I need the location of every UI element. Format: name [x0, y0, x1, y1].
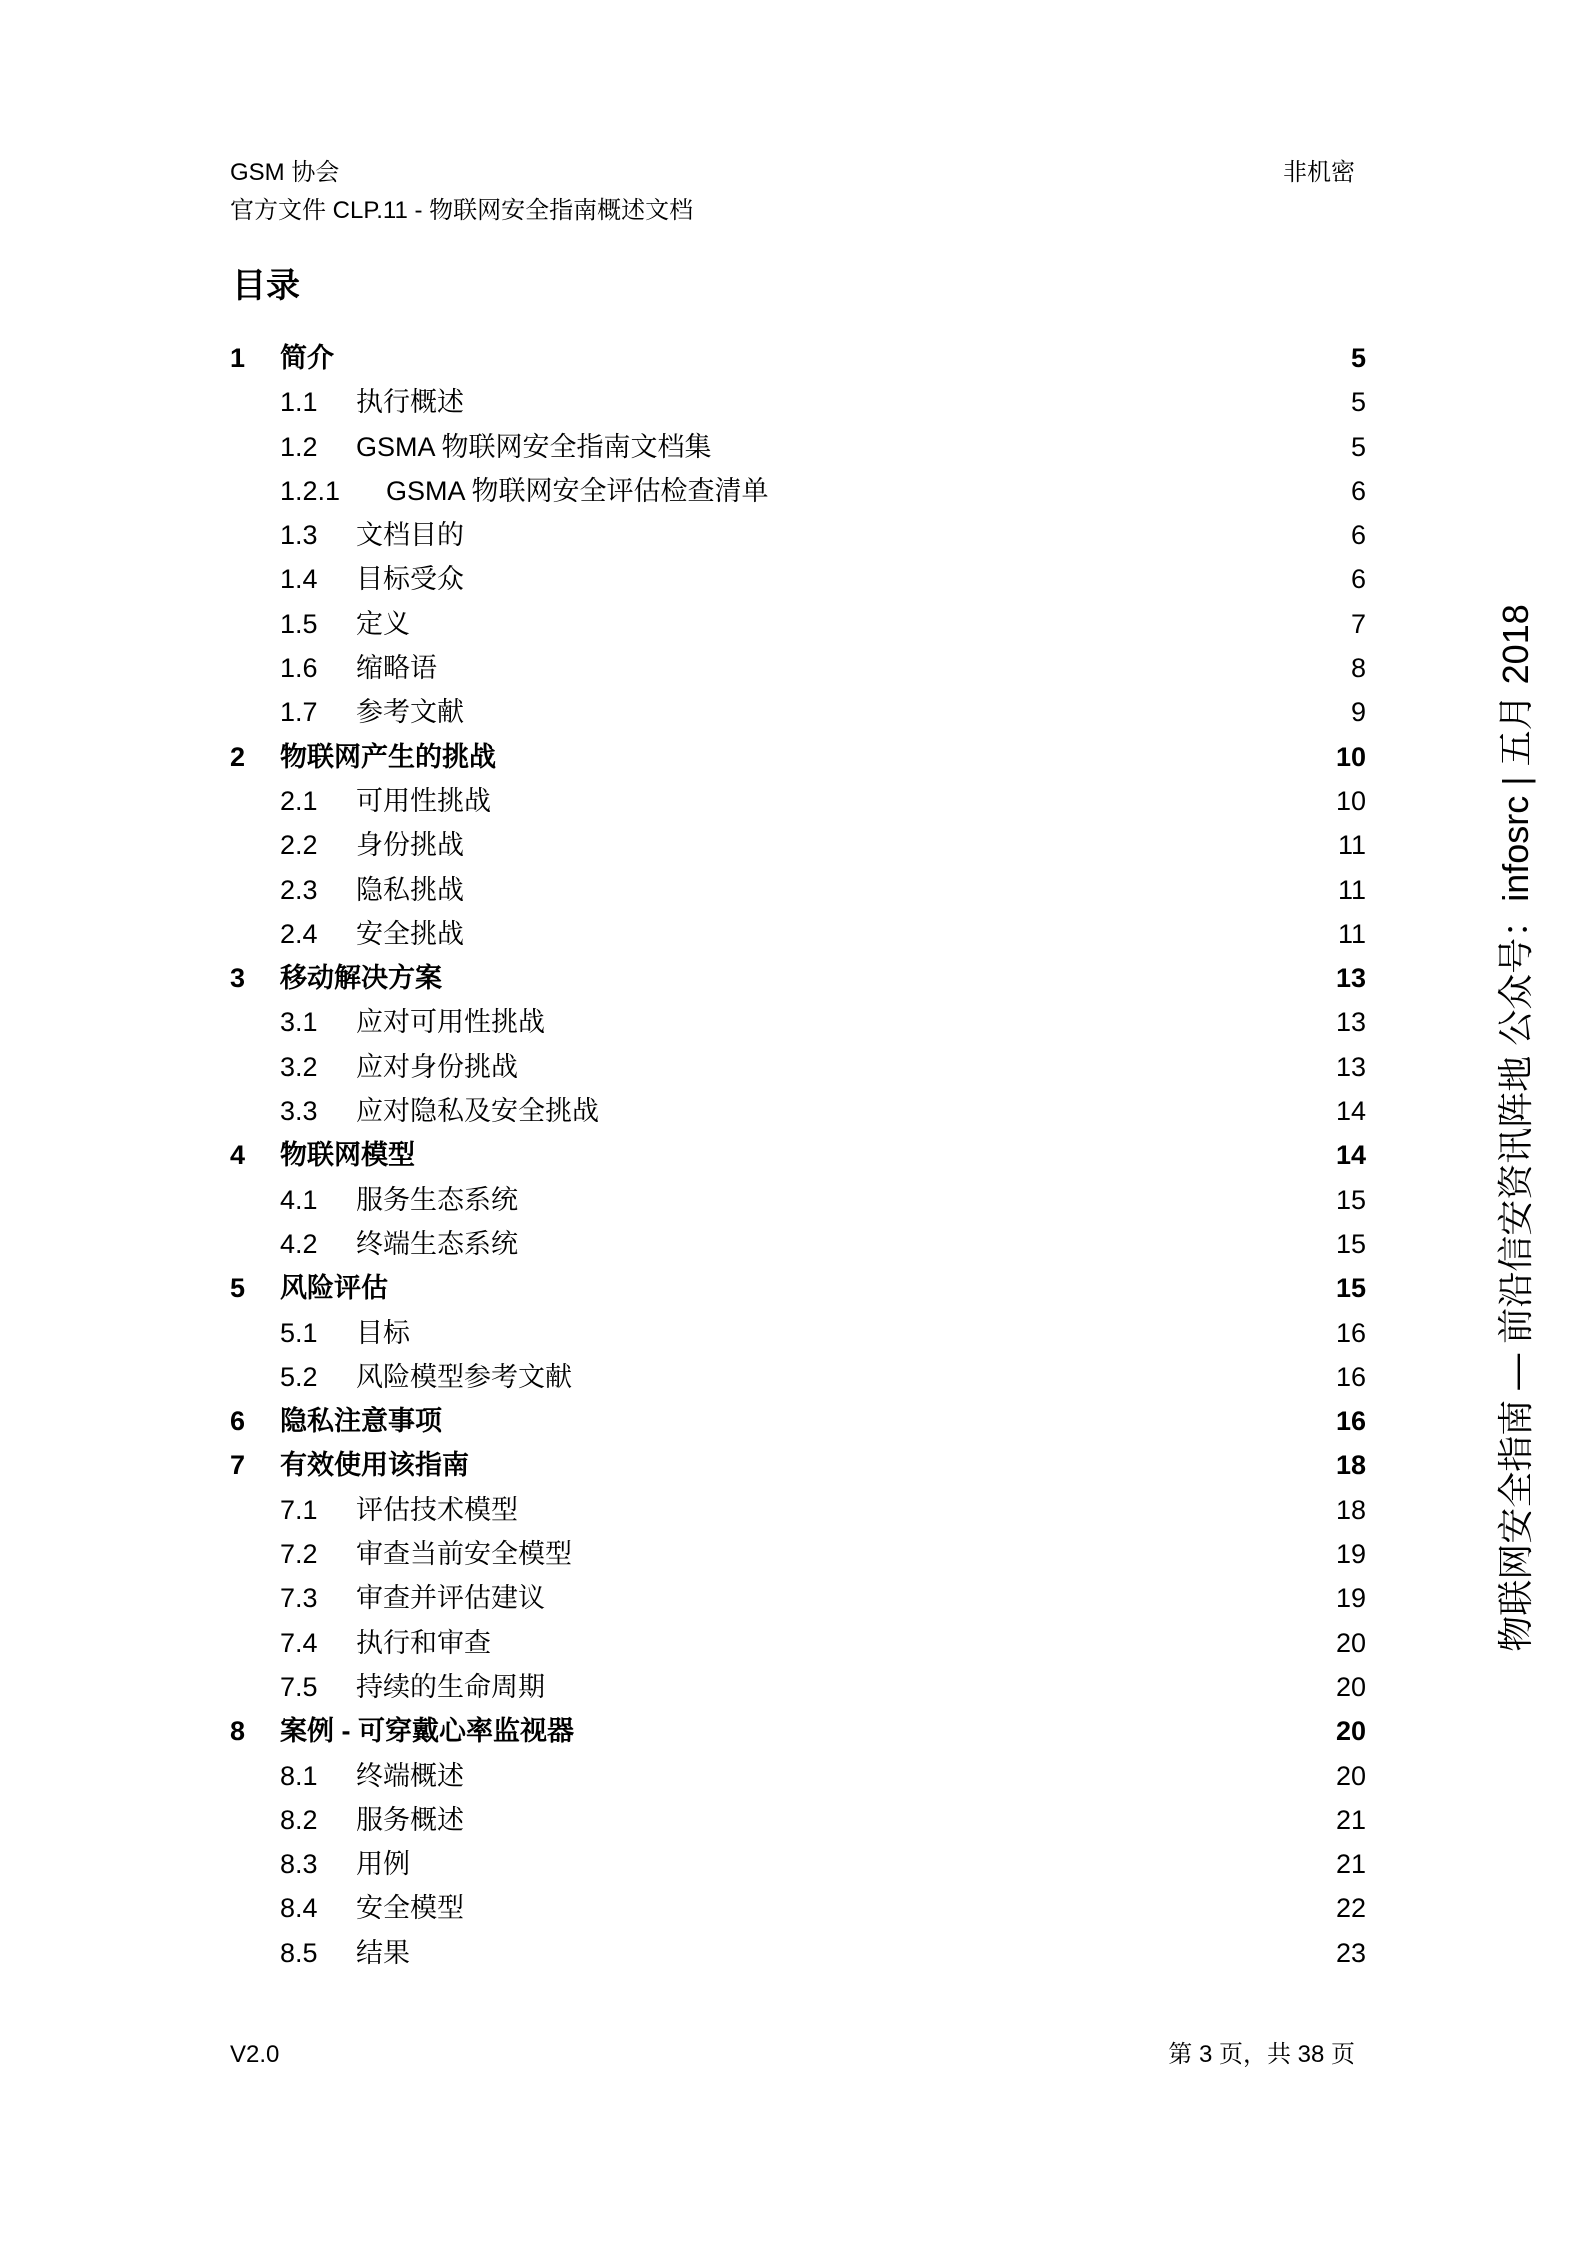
toc-entry[interactable] [0, 380, 1585, 424]
toc-entry[interactable] [0, 1178, 1585, 1222]
toc-entry-number: 2.1 [280, 785, 318, 816]
toc-entry-page: 10 [1335, 785, 1366, 816]
toc-entry[interactable] [0, 1532, 1585, 1576]
toc-entry-page: 22 [1335, 1893, 1366, 1924]
toc-entry[interactable] [0, 1443, 1585, 1487]
side-banner: 物联网安全指南 — 前沿信安资讯阵地 公众号：infosrc | 五月 2018 [1495, 604, 1536, 1652]
toc-entry-title: 隐私注意事项 [280, 1406, 442, 1437]
toc-entry-title: 执行概述 [356, 387, 464, 418]
toc-entry-number: 1.2.1 [280, 475, 341, 506]
toc-entry-page: 5 [1350, 343, 1366, 373]
toc-entry-number: 3.1 [280, 1007, 318, 1038]
toc-entry[interactable] [0, 1886, 1585, 1930]
toc-entry-title: GSMA 物联网安全指南文档集 [356, 431, 712, 462]
toc-entry-page: 5 [1350, 387, 1366, 418]
toc-entry-number: 8.1 [280, 1760, 318, 1791]
toc-entry[interactable] [0, 602, 1585, 646]
toc-entry-number: 4.1 [280, 1184, 318, 1215]
toc-entry-title: 风险模型参考文献 [356, 1361, 572, 1392]
toc-entry[interactable] [0, 690, 1585, 734]
toc-entry[interactable] [0, 1621, 1585, 1665]
toc-entry-number: 5.1 [280, 1317, 318, 1348]
toc-entry[interactable] [0, 1311, 1585, 1355]
toc-entry[interactable] [0, 469, 1585, 513]
toc-entry-page: 16 [1335, 1361, 1366, 1392]
header-classification: 非机密 [1283, 159, 1355, 186]
toc-entry-number: 3.3 [280, 1096, 318, 1127]
header-organization: GSM 协会 [230, 159, 340, 186]
toc-entry-title: 执行和审查 [356, 1627, 491, 1658]
toc-entry-number: 1.4 [280, 564, 318, 595]
toc-entry-page: 6 [1350, 475, 1366, 506]
toc-entry-title: 有效使用该指南 [280, 1450, 469, 1481]
toc-entry-number: 2.2 [280, 830, 318, 861]
toc-entry[interactable] [0, 1754, 1585, 1798]
toc-entry-number: 3.2 [280, 1051, 318, 1082]
toc-entry-page: 20 [1335, 1627, 1366, 1658]
toc-heading: 目录 [232, 267, 300, 305]
toc-entry-title: 持续的生命周期 [356, 1671, 545, 1702]
toc-entry-page: 15 [1335, 1273, 1366, 1304]
toc-entry-page: 20 [1335, 1760, 1366, 1791]
toc-entry-number: 1.3 [280, 520, 318, 551]
toc-entry[interactable] [0, 912, 1585, 956]
toc-entry[interactable] [0, 823, 1585, 867]
toc-entry-page: 15 [1335, 1184, 1366, 1215]
toc-entry-title: 服务概述 [356, 1804, 464, 1835]
toc-entry-number: 2.4 [280, 918, 318, 949]
toc-entry-page: 6 [1350, 564, 1366, 595]
toc-entry-number: 4 [230, 1140, 246, 1171]
toc-entry-title: 简介 [280, 343, 334, 373]
toc-entry-page: 16 [1335, 1317, 1366, 1348]
toc-entry-page: 5 [1350, 431, 1366, 462]
toc-entry-title: 参考文献 [356, 697, 464, 728]
toc-entry-page: 9 [1350, 697, 1366, 728]
toc-entry-number: 8 [230, 1716, 246, 1747]
toc-entry[interactable] [0, 1133, 1585, 1177]
toc-entry-title: 服务生态系统 [356, 1184, 518, 1215]
toc-entry-number: 7 [230, 1450, 246, 1481]
toc-entry-number: 1.7 [280, 697, 318, 728]
toc-entry-page: 15 [1335, 1228, 1366, 1259]
toc-entry-number: 5.2 [280, 1361, 318, 1392]
toc-entry-title: 物联网产生的挑战 [280, 741, 496, 772]
toc-entry-page: 23 [1335, 1937, 1366, 1968]
toc-entry-number: 1 [230, 343, 246, 373]
toc-entry-page: 21 [1335, 1849, 1366, 1880]
footer-page-info: 第 3 页，共 38 页 [1168, 2041, 1355, 2068]
toc-entry[interactable] [0, 336, 1585, 380]
toc-entry-page: 11 [1337, 918, 1366, 949]
toc-entry-title: 终端概述 [356, 1760, 464, 1791]
toc-entry[interactable] [0, 1709, 1585, 1753]
toc-entry[interactable] [0, 557, 1585, 601]
toc-entry[interactable] [0, 513, 1585, 557]
toc-entry-page: 11 [1337, 830, 1366, 861]
toc-entry-page: 10 [1335, 741, 1366, 772]
toc-entry-title: 文档目的 [356, 520, 464, 551]
toc-entry[interactable] [0, 1665, 1585, 1709]
toc-entry-title: 风险评估 [280, 1273, 388, 1304]
toc-entry[interactable] [0, 1222, 1585, 1266]
toc-entry-page: 18 [1335, 1450, 1366, 1481]
toc-entry[interactable] [0, 779, 1585, 823]
toc-entry[interactable] [0, 1266, 1585, 1310]
toc-entry-number: 1.1 [280, 387, 318, 418]
toc-entry-title: 用例 [356, 1849, 410, 1880]
toc-entry-page: 7 [1350, 608, 1366, 639]
toc-entry-page: 11 [1337, 874, 1366, 905]
toc-entry-number: 7.3 [280, 1583, 318, 1614]
toc-entry[interactable] [0, 1089, 1585, 1133]
toc-entry-number: 7.2 [280, 1539, 318, 1570]
toc-entry[interactable] [0, 1576, 1585, 1620]
toc-entry-number: 1.6 [280, 653, 318, 684]
toc-entry-number: 3 [230, 963, 246, 994]
toc-entry-page: 14 [1335, 1140, 1366, 1171]
toc-entry-page: 16 [1335, 1406, 1366, 1437]
toc-entry-title: 隐私挑战 [356, 874, 464, 905]
toc-entry-title: 应对可用性挑战 [356, 1007, 545, 1038]
toc-entry-number: 8.4 [280, 1893, 318, 1924]
toc-entry-title: 应对隐私及安全挑战 [356, 1096, 599, 1127]
footer-version: V2.0 [230, 2041, 280, 2068]
toc-entry-title: 安全挑战 [356, 918, 464, 949]
toc-entry-number: 7.5 [280, 1671, 318, 1702]
toc-entry-title: 身份挑战 [356, 830, 464, 861]
toc-entry-title: 目标 [356, 1317, 410, 1348]
toc-entry-page: 8 [1350, 653, 1366, 684]
toc-entry[interactable] [0, 646, 1585, 690]
toc-entry[interactable] [0, 1842, 1585, 1886]
toc-entry[interactable] [0, 425, 1585, 469]
toc-entry-page: 20 [1335, 1716, 1366, 1747]
toc-entry-page: 19 [1335, 1539, 1366, 1570]
toc-entry-title: GSMA 物联网安全评估检查清单 [386, 475, 769, 506]
toc-entry[interactable] [0, 1355, 1585, 1399]
table-of-contents [0, 336, 1585, 1975]
toc-entry-page: 6 [1350, 520, 1366, 551]
toc-entry-title: 安全模型 [356, 1893, 464, 1924]
toc-entry-page: 13 [1335, 1007, 1366, 1038]
toc-entry-number: 6 [230, 1406, 246, 1437]
toc-entry-number: 1.2 [280, 431, 318, 462]
toc-entry-number: 5 [230, 1273, 246, 1304]
toc-entry-number: 8.3 [280, 1849, 318, 1880]
toc-entry-title: 可用性挑战 [356, 785, 491, 816]
toc-entry[interactable] [0, 1045, 1585, 1089]
toc-entry[interactable] [0, 868, 1585, 912]
toc-entry-number: 8.2 [280, 1804, 318, 1835]
toc-entry-page: 20 [1335, 1671, 1366, 1702]
toc-entry[interactable] [0, 735, 1585, 779]
toc-entry-title: 缩略语 [356, 653, 437, 684]
toc-entry[interactable] [0, 1931, 1585, 1975]
toc-entry-number: 7.4 [280, 1627, 318, 1658]
toc-entry-page: 14 [1335, 1096, 1366, 1127]
toc-entry[interactable] [0, 1000, 1585, 1044]
toc-entry-title: 审查当前安全模型 [356, 1539, 572, 1570]
toc-entry-page: 13 [1335, 963, 1366, 994]
toc-entry-page: 21 [1335, 1804, 1366, 1835]
toc-entry-title: 评估技术模型 [356, 1494, 518, 1525]
toc-entry-page: 13 [1335, 1051, 1366, 1082]
toc-entry-number: 7.1 [280, 1494, 318, 1525]
toc-entry[interactable] [0, 1798, 1585, 1842]
toc-entry[interactable] [0, 1399, 1585, 1443]
toc-entry-title: 移动解决方案 [280, 963, 442, 994]
toc-entry-title: 应对身份挑战 [356, 1051, 518, 1082]
toc-entry[interactable] [0, 1488, 1585, 1532]
toc-entry-title: 目标受众 [356, 564, 464, 595]
toc-entry-title: 审查并评估建议 [356, 1583, 545, 1614]
toc-entry-title: 案例 - 可穿戴心率监视器 [280, 1716, 574, 1747]
toc-entry-number: 2 [230, 741, 246, 772]
toc-entry-page: 19 [1335, 1583, 1366, 1614]
toc-entry-number: 2.3 [280, 874, 318, 905]
header-document-title: 官方文件 CLP.11 - 物联网安全指南概述文档 [230, 197, 694, 224]
toc-entry-title: 物联网模型 [280, 1140, 415, 1171]
toc-entry-title: 终端生态系统 [356, 1228, 518, 1259]
toc-entry-number: 4.2 [280, 1228, 318, 1259]
toc-entry-title: 结果 [356, 1937, 410, 1968]
toc-entry[interactable] [0, 956, 1585, 1000]
toc-entry-page: 18 [1335, 1494, 1366, 1525]
toc-entry-title: 定义 [356, 608, 410, 639]
toc-entry-number: 1.5 [280, 608, 318, 639]
toc-entry-number: 8.5 [280, 1937, 318, 1968]
